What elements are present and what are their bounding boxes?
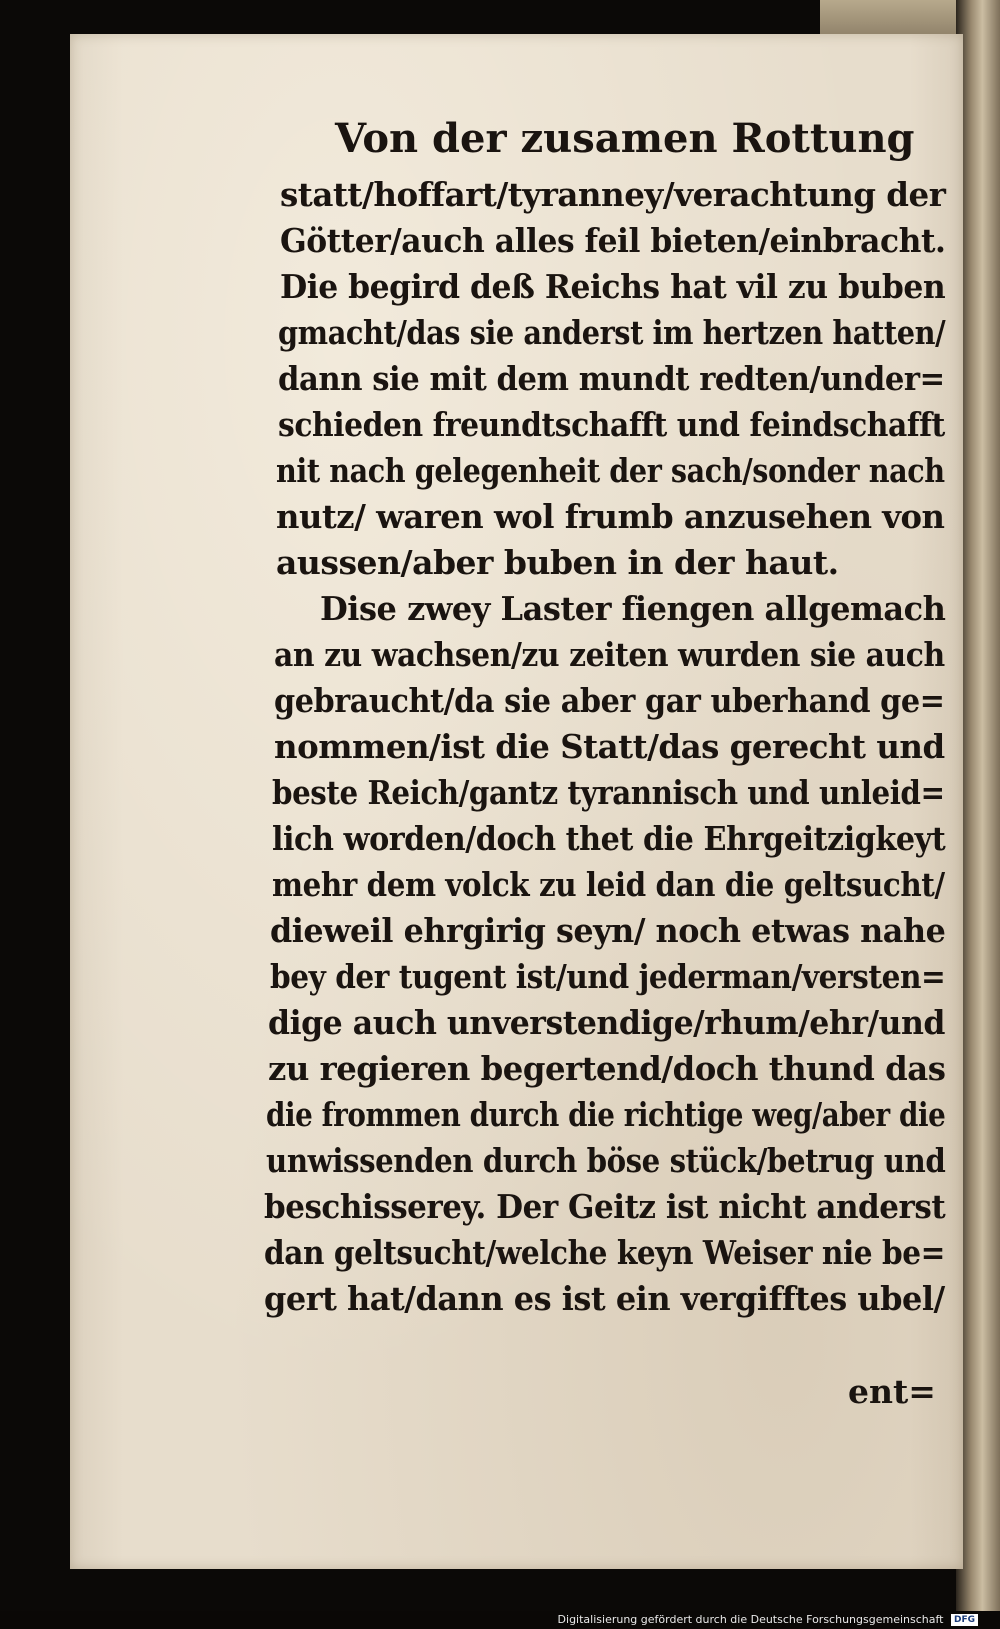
text-line: mehr dem volck zu leid dan die geltsucht/: [272, 865, 945, 904]
text-line: unwissenden durch böse stück/betrug und: [266, 1141, 946, 1180]
text-line: beste Reich/gantz tyrannisch und unleid=: [272, 773, 945, 812]
text-line: statt/hoffart/tyranney/verachtung der: [280, 175, 946, 214]
blackletter-text-block: [70, 34, 963, 1569]
text-line: beschisserey. Der Geitz ist nicht anderst: [264, 1187, 946, 1226]
text-line: dan geltsucht/welche keyn Weiser nie be=: [264, 1233, 945, 1272]
text-line: dann sie mit dem mundt redten/under=: [278, 359, 945, 398]
dfg-logo-icon: DFG: [951, 1614, 978, 1626]
paper-page: [70, 34, 963, 1569]
digitization-credit: [558, 1612, 978, 1628]
text-line: bey der tugent ist/und jederman/versten=: [270, 957, 946, 996]
text-line: dieweil ehrgirig seyn/ noch etwas nahe: [270, 911, 946, 950]
text-line: Die begird deß Reichs hat vil zu buben: [280, 267, 946, 306]
text-line: nutz/ waren wol frumb anzusehen von: [276, 497, 945, 536]
text-line: gert hat/dann es ist ein vergifftes ubel/: [264, 1279, 945, 1318]
text-line: nit nach gelegenheit der sach/sonder nach: [276, 451, 945, 490]
text-line: gmacht/das sie anderst im hertzen hatten/: [278, 313, 946, 352]
text-line: dige auch unverstendige/rhum/ehr/und: [268, 1003, 946, 1042]
text-line: nommen/ist die Statt/das gerecht und: [274, 727, 945, 766]
text-line: aussen/aber buben in der haut.: [276, 543, 839, 582]
text-line: die frommen durch die richtige weg/aber die: [266, 1095, 946, 1134]
paragraph-first-line: Dise zwey Laster fiengen allgemach: [320, 589, 946, 628]
text-line: Götter/auch alles feil bieten/einbracht.: [280, 221, 946, 260]
running-head: Von der zusamen Rottung: [335, 115, 915, 162]
text-line: gebraucht/da sie aber gar uberhand ge=: [274, 681, 945, 720]
text-line: schieden freundtschafft und feindschafft: [278, 405, 945, 444]
text-line: lich worden/doch thet die Ehrgeitzigkeyt: [272, 819, 946, 858]
text-line: an zu wachsen/zu zeiten wurden sie auch: [274, 635, 945, 674]
text-line: zu regieren begertend/doch thund das: [268, 1049, 946, 1088]
catchword: ent=: [848, 1372, 936, 1411]
credit-text: Digitalisierung gefördert durch die Deutsche Forschungsgemeinschaft: [557, 1613, 944, 1626]
